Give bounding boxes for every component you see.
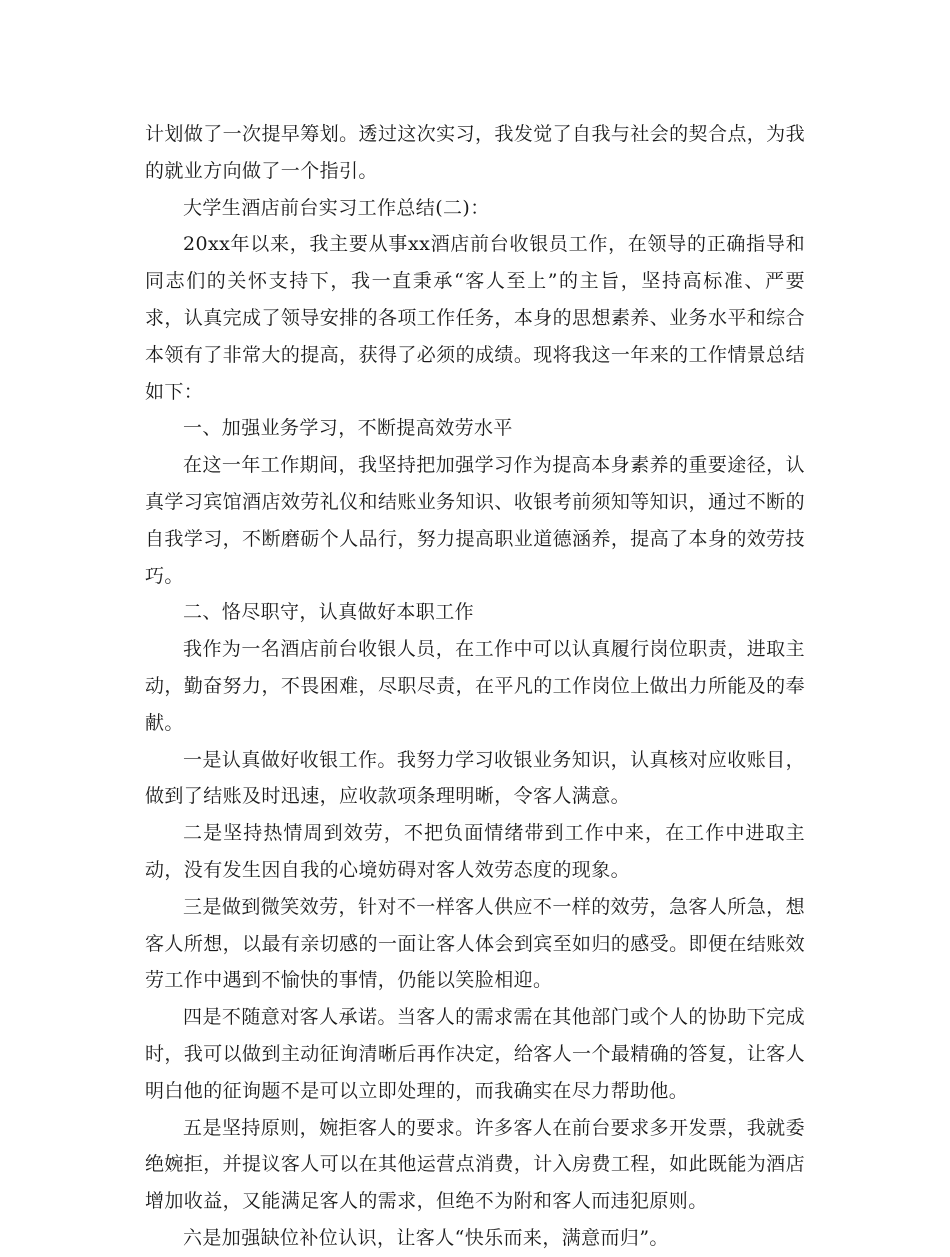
item-two: 二是坚持热情周到效劳，不把负面情绪带到工作中来，在工作中进取主动，没有发生因自我的心境妨碍对客人效劳态度的现象。 <box>145 822 805 881</box>
item-one: 一是认真做好收银工作。我努力学习收银业务知识，认真核对应收账目，做到了结账及时迅速，应收款项条理明晰，令客人满意。 <box>145 748 805 808</box>
item-three: 三是做到微笑效劳，针对不一样客人供应不一样的效劳，急客人所急，想客人所想，以最有亲切感的一面让客人体会到宾至如归的感受。即便在结账效劳工作中遇到不愉快的事情，仍能以笑脸相迎。 <box>145 895 805 992</box>
paragraph-intro: 20xx年以来，我主要从事xx酒店前台收银员工作，在领导的正确指导和同志们的关怀支持下，我一直秉承“客人至上”的主旨，坚持高标准、严要求，认真完成了领导安排的各项工作任务，本身的思想素养、业务水平和综合本领有了非常大的提高，获得了必须的成绩。现将我这一年来的工作情景总结如下： <box>145 233 805 403</box>
item-five: 五是坚持原则，婉拒客人的要求。许多客人在前台要求多开发票，我就委绝婉拒，并提议客人可以在其他运营点消费，计入房费工程，如此既能为酒店增加收益，又能满足客人的需求，但绝不为附和客人而违犯原则。 <box>145 1116 805 1213</box>
section-title: 大学生酒店前台实习工作总结(二)： <box>183 196 490 219</box>
document-body <box>145 116 805 1257</box>
item-six: 六是加强缺位补位认识，让客人“快乐而来，满意而归”。 <box>183 1226 669 1249</box>
paragraph-study: 在这一年工作期间，我坚持把加强学习作为提高本身素养的重要途径，认真学习宾馆酒店效劳礼仪和结账业务知识、收银考前须知等知识，通过不断的自我学习，不断磨砺个人品行，努力提高职业道德涵养，提高了本身的效劳技巧。 <box>145 454 805 587</box>
paragraph-continuation: 计划做了一次提早筹划。透过这次实习，我发觉了自我与社会的契合点，为我的就业方向做了一个指引。 <box>145 123 805 182</box>
heading-one: 一、加强业务学习，不断提高效劳水平 <box>183 417 513 440</box>
heading-two: 二、恪尽职守，认真做好本职工作 <box>183 601 475 624</box>
paragraph-duty: 我作为一名酒店前台收银人员，在工作中可以认真履行岗位职责，进取主动，勤奋努力，不畏困难，尽职尽责，在平凡的工作岗位上做出力所能及的奉献。 <box>145 638 805 734</box>
item-four: 四是不随意对客人承诺。当客人的需求需在其他部门或个人的协助下完成时，我可以做到主动征询清晰后再作决定，给客人一个最精确的答复，让客人明白他的征询题不是可以立即处理的，而我确实在尽力帮助他。 <box>145 1006 805 1102</box>
